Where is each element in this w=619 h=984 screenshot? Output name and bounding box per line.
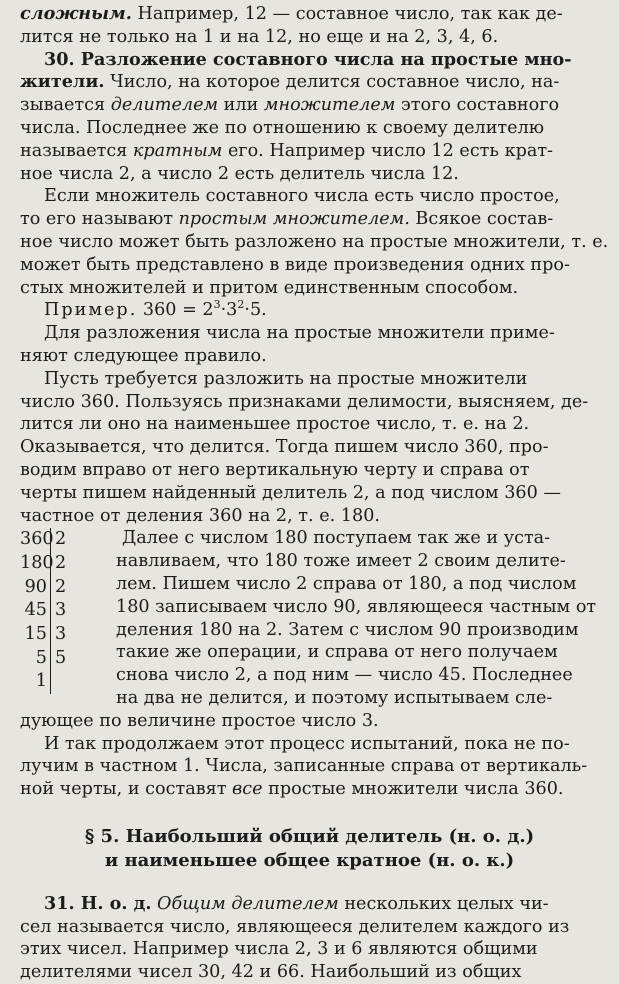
text-line: снова число 2, а под ним — число 45. Последнее — [116, 665, 573, 686]
table-row: 5 5 — [20, 647, 116, 671]
item31-line-4: делителями чисел 30, 42 и 66. Наибольший из общих — [20, 962, 522, 983]
term-prime-factor: простым множителем. — [178, 209, 410, 230]
factorization-block — [20, 527, 599, 709]
text-line: навливаем, что 180 тоже имеет 2 своим делите- — [116, 551, 566, 572]
method-line-1: Пусть требуется разложить на простые множители — [44, 368, 528, 389]
rule-line-1: Для разложения числа на простые множители приме- — [44, 323, 555, 344]
text-line: лем. Пишем число 2 справа от 180, а под числом — [116, 573, 577, 594]
text-line: Далее с числом 180 поступаем так же и уста- — [122, 528, 551, 549]
rule-line-2: няют следующее правило. — [20, 345, 267, 366]
factorization-text — [116, 527, 599, 709]
factorization-tail: дующее по величине простое число 3. — [20, 710, 379, 731]
item30-line-5: называется кратным его. Например число 12 есть крат- — [20, 140, 554, 161]
table-row: 90 2 — [20, 576, 116, 600]
prime-line-1: Если множитель составного числа есть число простое, — [44, 186, 560, 207]
item30-line-2: жители. Число, на которое делится составное число, на- — [20, 71, 560, 93]
item30-line-3: зывается делителем или множителем этого составного — [20, 95, 560, 116]
method-line-3: лится ли оно на наименьшее простое число, т. е. на 2. — [20, 414, 530, 435]
table-row: 15 3 — [20, 623, 116, 647]
example-line: Пример. $360 = 2^3\cdot 3^2\cdot 5$. — [44, 298, 267, 321]
cont-line-3: ной черты, и составят все простые множители числа 360. — [20, 779, 564, 800]
term-common-divisor: Общим делителем — [151, 893, 339, 914]
table-row: 45 3 — [20, 599, 116, 623]
method-line-7: частное от деления 360 на 2, т. е. 180. — [20, 505, 380, 526]
table-row: 1 — [20, 670, 116, 694]
term-factor: множителем — [263, 95, 396, 116]
term-composite: сложным. — [20, 3, 132, 24]
term-all: все — [232, 779, 263, 800]
example-label: Пример. — [44, 300, 138, 321]
text-line: 180 записываем число 90, являющееся частным от — [116, 596, 597, 617]
method-line-4: Оказывается, что делится. Тогда пишем число 360, про- — [20, 437, 549, 458]
method-line-2: число 360. Пользуясь признаками делимости, выясняем, де- — [20, 391, 589, 412]
item30-heading: 30. Разложение составного числа на простые мно- — [44, 48, 572, 70]
text-line: на два не делится, и поэтому испытываем сле- — [116, 687, 553, 708]
item31-line-1: 31. Н. о. д. Общим делителем нескольких целых чи- — [44, 892, 549, 914]
cont-line-2: лучим в частном 1. Числа, записанные справа от вертикаль- — [20, 756, 588, 777]
term-multiple: кратным — [132, 140, 223, 161]
section-heading-line-2: и наименьшее общее кратное (н. о. к.) — [104, 849, 515, 871]
intro-line-1: сложным. Например, 12 — составное число, так как де- — [20, 3, 563, 24]
term-divisor: делителем — [110, 95, 219, 116]
text-line: деления 180 на 2. Затем с числом 90 производим — [116, 619, 579, 640]
item30-line-4: числа. Последнее же по отношению к своему делителю — [20, 117, 545, 138]
table-row: 360 2 — [20, 528, 116, 552]
section-heading-line-1: § 5. Наибольший общий делитель (н. о. д.) — [84, 825, 535, 847]
method-line-6: черты пишем найденный делитель 2, а под числом 360 — — [20, 482, 561, 503]
item30-line-6: ное числа 2, а число 2 есть делитель числа 12. — [20, 163, 459, 184]
cont-line-1: И так продолжаем этот процесс испытаний, пока не по- — [44, 733, 570, 754]
intro-line-2: лится не только на 1 и на 12, но еще и на 2, 3, 4, 6. — [20, 26, 499, 47]
table-row: 180 2 — [20, 552, 116, 576]
item31-line-2: сел называется число, являющееся делителем каждого из — [20, 916, 570, 937]
prime-line-3: ное число может быть разложено на простые множители, т. е. — [20, 231, 609, 252]
text-line: такие же операции, и справа от него получаем — [116, 642, 558, 663]
factorization-table — [20, 527, 116, 709]
prime-line-4: может быть представлено в виде произведения одних про- — [20, 254, 570, 275]
prime-line-5: стых множителей и притом единственным способом. — [20, 277, 519, 298]
method-line-5: водим вправо от него вертикальную черту и справа от — [20, 459, 530, 480]
item31-line-3: этих чисел. Например числа 2, 3 и 6 являются общими — [20, 939, 538, 960]
prime-line-2: то его называют простым множителем. Всякое состав- — [20, 209, 554, 230]
